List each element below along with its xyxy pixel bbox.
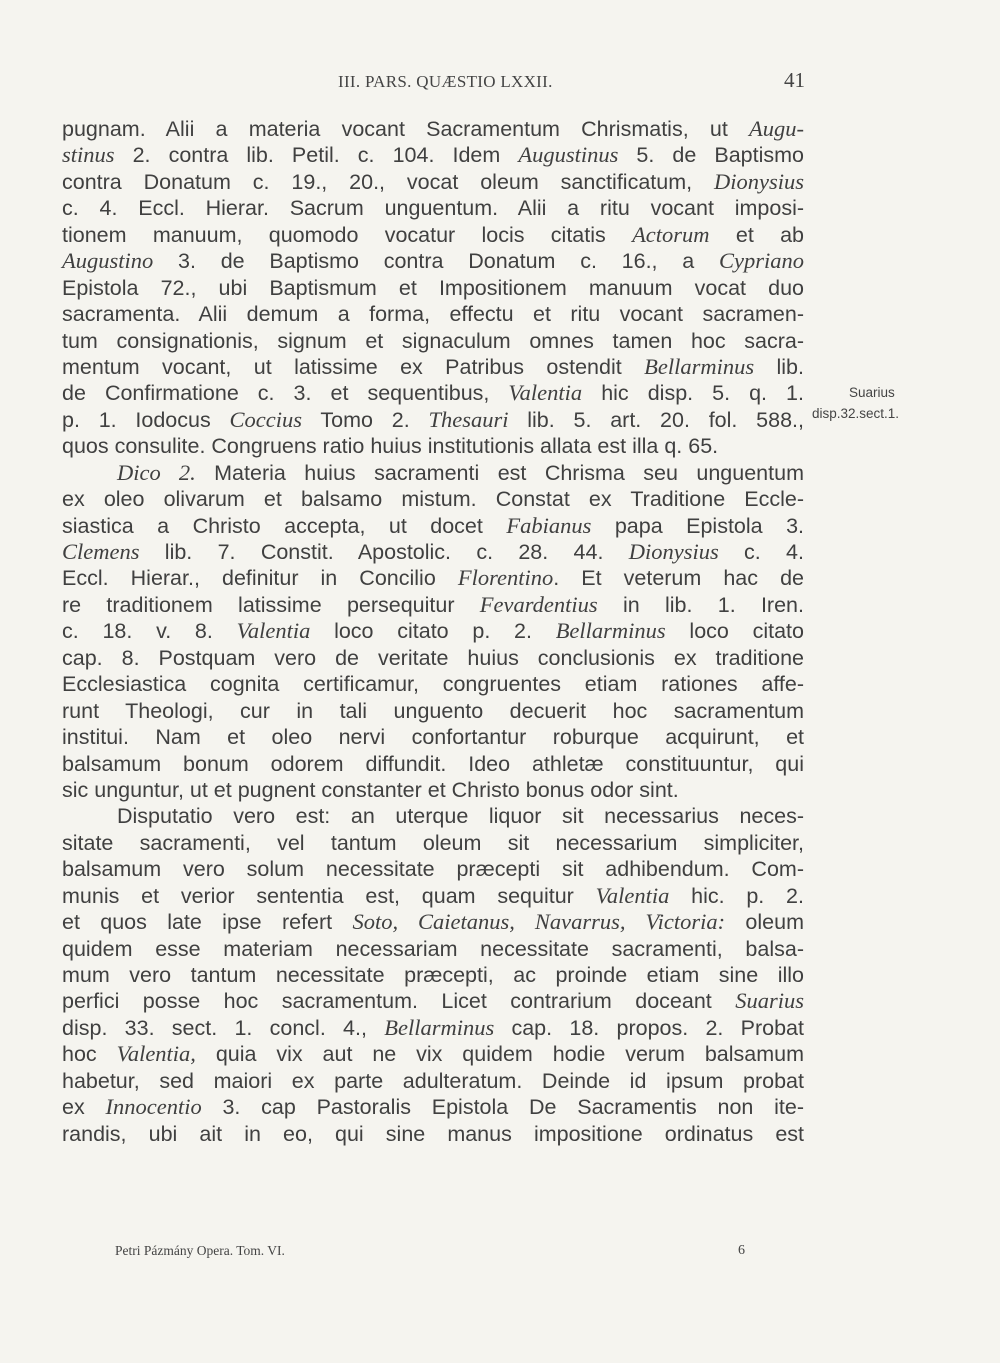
text-line: balsamum vero solum necessitate præcepti sit adhibendum. Com-	[62, 857, 804, 882]
running-head	[0, 68, 1000, 98]
text-line: quidem esse materiam necessariam necessitate sacramenti, balsa-	[62, 936, 804, 961]
text-line: sic unguntur, ut et pugnent constanter et Christo bonus odor sint.	[62, 777, 679, 802]
text-line: mum vero tantum necessitate præcepti, ac proinde etiam sine illo	[62, 963, 804, 987]
text-line: Ecclesiastica cognita certificamur, congruentes etiam rationes affe-	[62, 672, 804, 697]
text-line: sitate sacramenti, vel tantum oleum sit necessarium simpliciter,	[62, 830, 804, 855]
text-line: randis, ubi ait in eo, qui sine manus impositione ordinatus est	[62, 1121, 804, 1146]
text-line: sacramenta. Alii demum a forma, effectu et ritu vocant sacramen-	[62, 302, 804, 327]
text-line: Dico 2. Materia huius sacramenti est Chrisma seu unguentum	[117, 459, 804, 485]
text-line: pugnam. Alii a materia vocant Sacramentum Chrismatis, ut Augu-	[62, 116, 804, 141]
text-line: cap. 8. Postquam vero de veritate huius conclusionis ex traditione	[62, 645, 804, 670]
footer-signature: Petri Pázmány Opera. Tom. VI.	[115, 1243, 285, 1258]
text-line: Clemens lib. 7. Constit. Apostolic. c. 28. 44. Dionysius c. 4.	[62, 539, 804, 564]
margin-note-author: Suarius	[849, 385, 895, 400]
text-line: tionem manuum, quomodo vocatur locis citatis Actorum et ab	[62, 221, 804, 247]
text-line: Augustino 3. de Baptismo contra Donatum c. 16., a Cypriano	[62, 248, 804, 274]
text-line: quos consulite. Congruens ratio huius institutionis allata est illa q. 65.	[62, 434, 719, 459]
text-line: c. 4. Eccl. Hierar. Sacrum unguentum. Alii a ritu vocant imposi-	[62, 196, 804, 221]
text-line: c. 18. v. 8. Valentia loco citato p. 2. Bellarminus loco citato	[62, 618, 804, 644]
text-line: mentum vocant, ut latissime ex Patribus ostendit Bellarminus lib.	[62, 353, 804, 379]
text-line: Epistola 72., ubi Baptismum et Impositionem manuum vocat duo	[62, 275, 804, 300]
text-line: disp. 33. sect. 1. concl. 4., Bellarminus cap. 18. propos. 2. Probat	[62, 1014, 804, 1040]
body-text	[62, 116, 804, 1147]
text-line: de Confirmatione c. 3. et sequentibus, Valentia hic disp. 5. q. 1.	[62, 380, 804, 406]
text-line: contra Donatum c. 19., 20., vocat oleum sanctificatum, Dionysius	[62, 168, 804, 194]
text-line: re traditionem latissime persequitur Fevardentius in lib. 1. Iren.	[62, 591, 804, 617]
text-line: tum consignationis, signum et signaculum omnes tamen hoc sacra-	[62, 328, 804, 353]
text-line: et quos late ipse refert Soto, Caietanus, Navarrus, Victoria: oleum	[62, 909, 804, 935]
text-line: institui. Nam et oleo nervi confortantur roburque acquirunt, et	[62, 725, 804, 750]
footer-sheet-number: 6	[738, 1243, 745, 1258]
text-line: ex Innocentio 3. cap Pastoralis Epistola De Sacramentis non ite-	[62, 1094, 805, 1120]
text-line: ex oleo olivarum et balsamo mistum. Constat ex Traditione Eccle-	[62, 487, 804, 512]
margin-note-reference: disp.32.sect.1.	[812, 406, 900, 421]
text-line: Disputatio vero est: an uterque liquor sit necessarius neces-	[117, 804, 804, 829]
text-line: perfici posse hoc sacramentum. Licet contrarium doceant Suarius	[62, 988, 804, 1014]
text-line: stinus 2. contra lib. Petil. c. 104. Idem Augustinus 5. de Baptismo	[62, 142, 805, 168]
page-number: 41	[784, 68, 805, 92]
text-line: siastica a Christo accepta, ut docet Fabianus papa Epistola 3.	[62, 512, 804, 538]
text-line: p. 1. Iodocus Coccius Tomo 2. Thesauri lib. 5. art. 20. fol. 588.,	[62, 406, 804, 432]
footer	[0, 1243, 1000, 1265]
text-line: munis et verior sententia est, quam sequitur Valentia hic. p. 2.	[62, 882, 804, 908]
text-line: Eccl. Hierar., definitur in Concilio Florentino. Et veterum hac de	[62, 565, 804, 591]
text-line: balsamum bonum odorem diffundit. Ideo athletæ constituuntur, qui	[62, 751, 804, 776]
text-line: runt Theologi, cur in tali unguento decuerit hoc sacramentum	[62, 698, 804, 723]
margin-note	[812, 382, 932, 424]
text-line: hoc Valentia, quia vix aut ne vix quidem hodie verum balsamum	[62, 1041, 805, 1067]
text-line: habetur, sed maiori ex parte adulteratum. Deinde id ipsum probat	[62, 1068, 804, 1093]
running-title: III. PARS. QUÆSTIO LXXII.	[338, 72, 553, 91]
